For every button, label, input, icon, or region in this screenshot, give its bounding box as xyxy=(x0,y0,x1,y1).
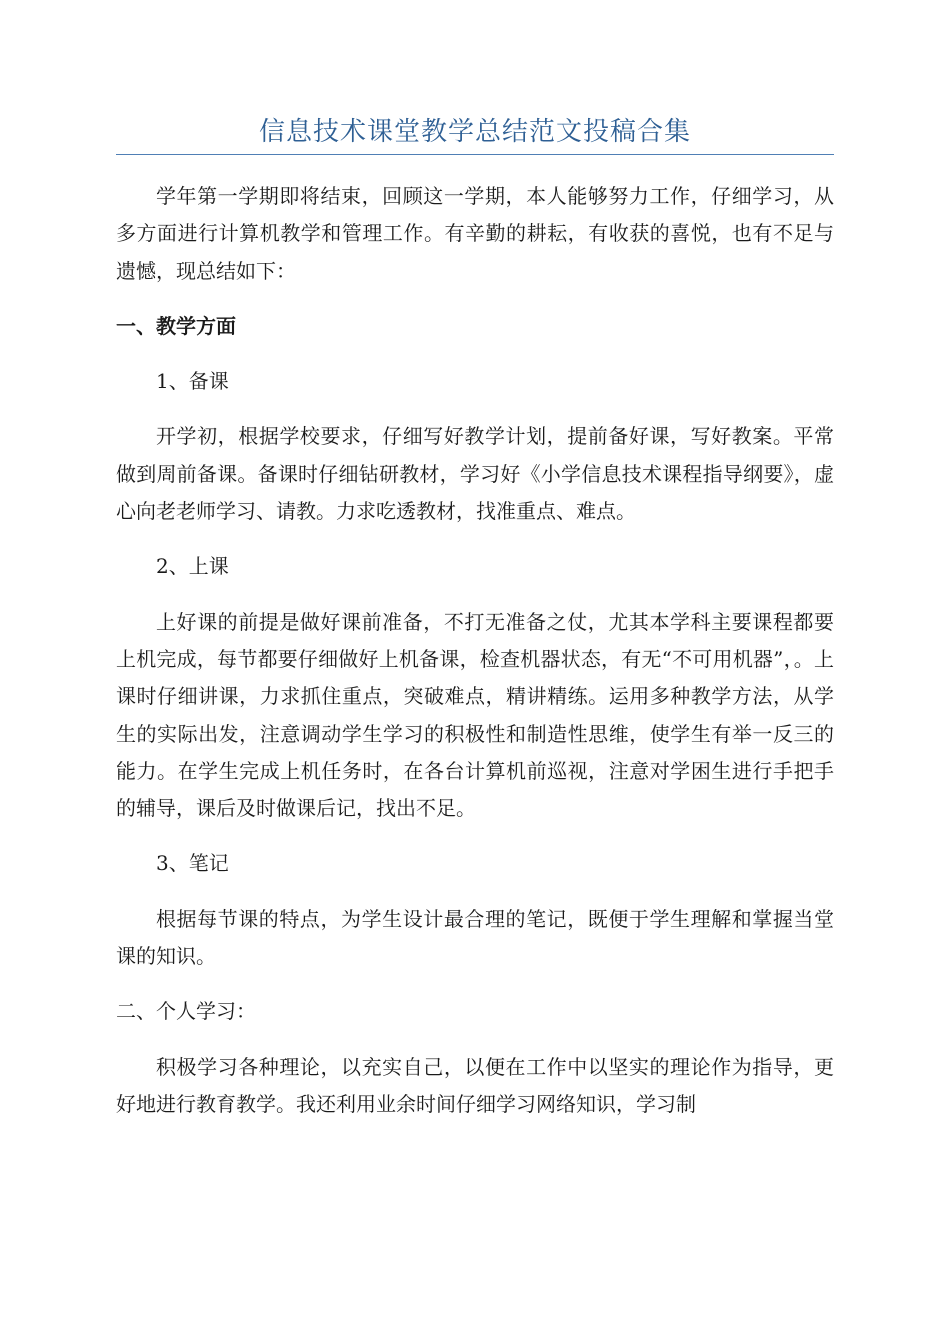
subheading-notes: 3、笔记 xyxy=(156,851,229,876)
paragraph-notes: 根据每节课的特点，为学生设计最合理的笔记，既便于学生理解和掌握当堂课的知识。 xyxy=(116,906,834,969)
subheading-lesson-prep: 1、备课 xyxy=(156,369,229,394)
paragraph-class: 上好课的前提是做好课前准备，不打无准备之仗，尤其本学科主要课程都要上机完成，每节都要仔细做好上机备课，检查机器状态，有无“不可用机器”，。上课时仔细讲课，力求抓住重点，突破难点，精讲精练。运用多种教学方法，从学生的实际出发，注意调动学生学习的积极性和制造性思维，使学生有举一反三的能力。在学生完成上机任务时，在各台计算机前巡视，注意对学困生进行手把手的辅导，课后及时做课后记，找出不足。 xyxy=(116,609,834,821)
intro-paragraph: 学年第一学期即将结束，回顾这一学期，本人能够努力工作，仔细学习，从多方面进行计算机教学和管理工作。有辛勤的耕耘，有收获的喜悦，也有不足与遗憾，现总结如下： xyxy=(116,184,834,283)
subheading-class: 2、上课 xyxy=(156,554,229,579)
title-underline xyxy=(116,154,834,155)
section-heading-teaching: 一、教学方面 xyxy=(116,313,236,338)
paragraph-personal-study: 积极学习各种理论，以充实自己，以便在工作中以坚实的理论作为指导，更好地进行教育教学。我还利用业余时间仔细学习网络知识，学习制 xyxy=(116,1054,834,1116)
document-body xyxy=(116,178,834,1123)
document-title: 信息技术课堂教学总结范文投稿合集 xyxy=(258,117,691,147)
paragraph-lesson-prep: 开学初，根据学校要求，仔细写好教学计划，提前备好课，写好教案。平常做到周前备课。备课时仔细钻研教材，学习好《小学信息技术课程指导纲要》，虚心向老老师学习、请教。力求吃透教材，找准重点、难点。 xyxy=(116,424,834,524)
section-heading-personal-study: 二、个人学习： xyxy=(116,999,256,1024)
